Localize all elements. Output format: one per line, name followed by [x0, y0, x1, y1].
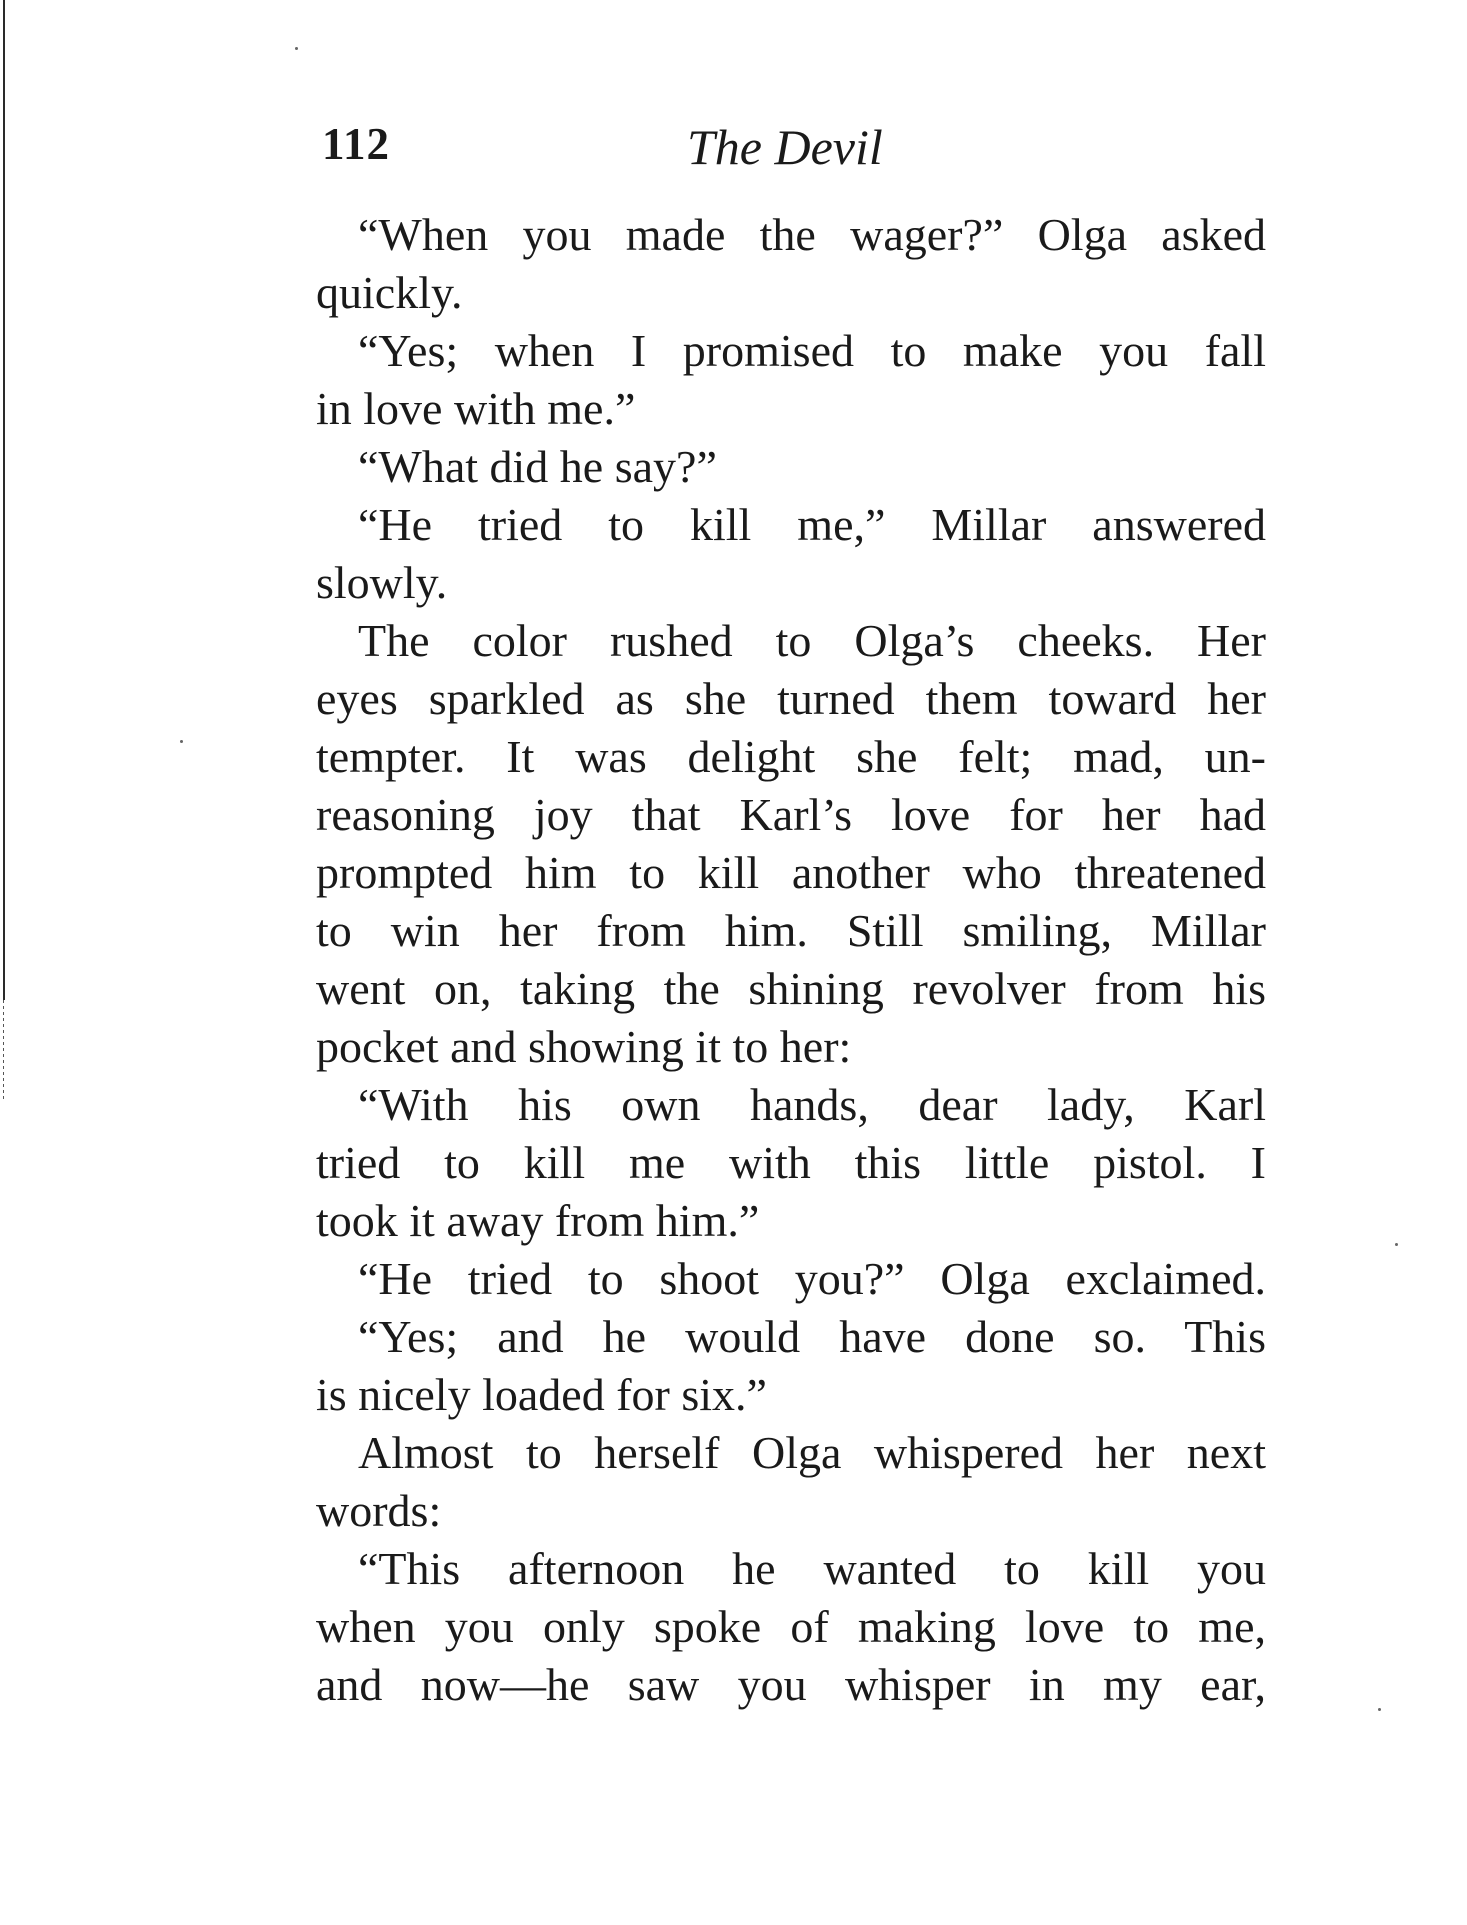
- page-number: 112: [322, 119, 391, 169]
- text-line: “With his own hands, dear lady, Karl: [358, 1079, 1266, 1130]
- text-line: Almost to herself Olga whispered her next: [358, 1427, 1266, 1478]
- text-line: “He tried to kill me,” Millar answered: [358, 499, 1266, 550]
- text-line: when you only spoke of making love to me,: [316, 1601, 1266, 1652]
- text-line: eyes sparkled as she turned them toward her: [316, 673, 1266, 724]
- text-line: in love with me.”: [316, 383, 636, 434]
- text-line: tried to kill me with this little pistol. I: [316, 1137, 1266, 1188]
- text-line: took it away from him.”: [316, 1195, 760, 1246]
- text-line: words:: [316, 1485, 442, 1536]
- scan-edge-dashes: [3, 1000, 4, 1100]
- text-line: tempter. It was delight she felt; mad, un-: [316, 731, 1266, 782]
- page-header: [322, 118, 1242, 178]
- scan-speck: [295, 47, 298, 50]
- text-line: “This afternoon he wanted to kill you: [358, 1543, 1266, 1594]
- text-line: went on, taking the shining revolver from his: [316, 963, 1266, 1014]
- scan-speck: [1378, 1708, 1381, 1711]
- text-line: “When you made the wager?” Olga asked: [358, 209, 1266, 260]
- scan-speck: [1395, 1243, 1398, 1246]
- text-line: is nicely loaded for six.”: [316, 1369, 767, 1420]
- text-line: The color rushed to Olga’s cheeks. Her: [358, 615, 1266, 666]
- running-title: The Devil: [687, 119, 883, 175]
- text-line: pocket and showing it to her:: [316, 1021, 852, 1072]
- body-text: [316, 206, 1266, 1714]
- text-line: “He tried to shoot you?” Olga exclaimed.: [358, 1253, 1266, 1304]
- text-line: “Yes; and he would have done so. This: [358, 1311, 1266, 1362]
- text-line: quickly.: [316, 267, 463, 318]
- scan-speck: [180, 740, 183, 743]
- text-line: and now—he saw you whisper in my ear,: [316, 1659, 1266, 1710]
- text-line: prompted him to kill another who threatened: [316, 847, 1266, 898]
- text-line: to win her from him. Still smiling, Millar: [316, 905, 1266, 956]
- scan-edge-line: [3, 0, 5, 1000]
- text-line: reasoning joy that Karl’s love for her had: [316, 789, 1266, 840]
- text-line: “What did he say?”: [358, 441, 717, 492]
- text-line: “Yes; when I promised to make you fall: [358, 325, 1266, 376]
- text-line: slowly.: [316, 557, 448, 608]
